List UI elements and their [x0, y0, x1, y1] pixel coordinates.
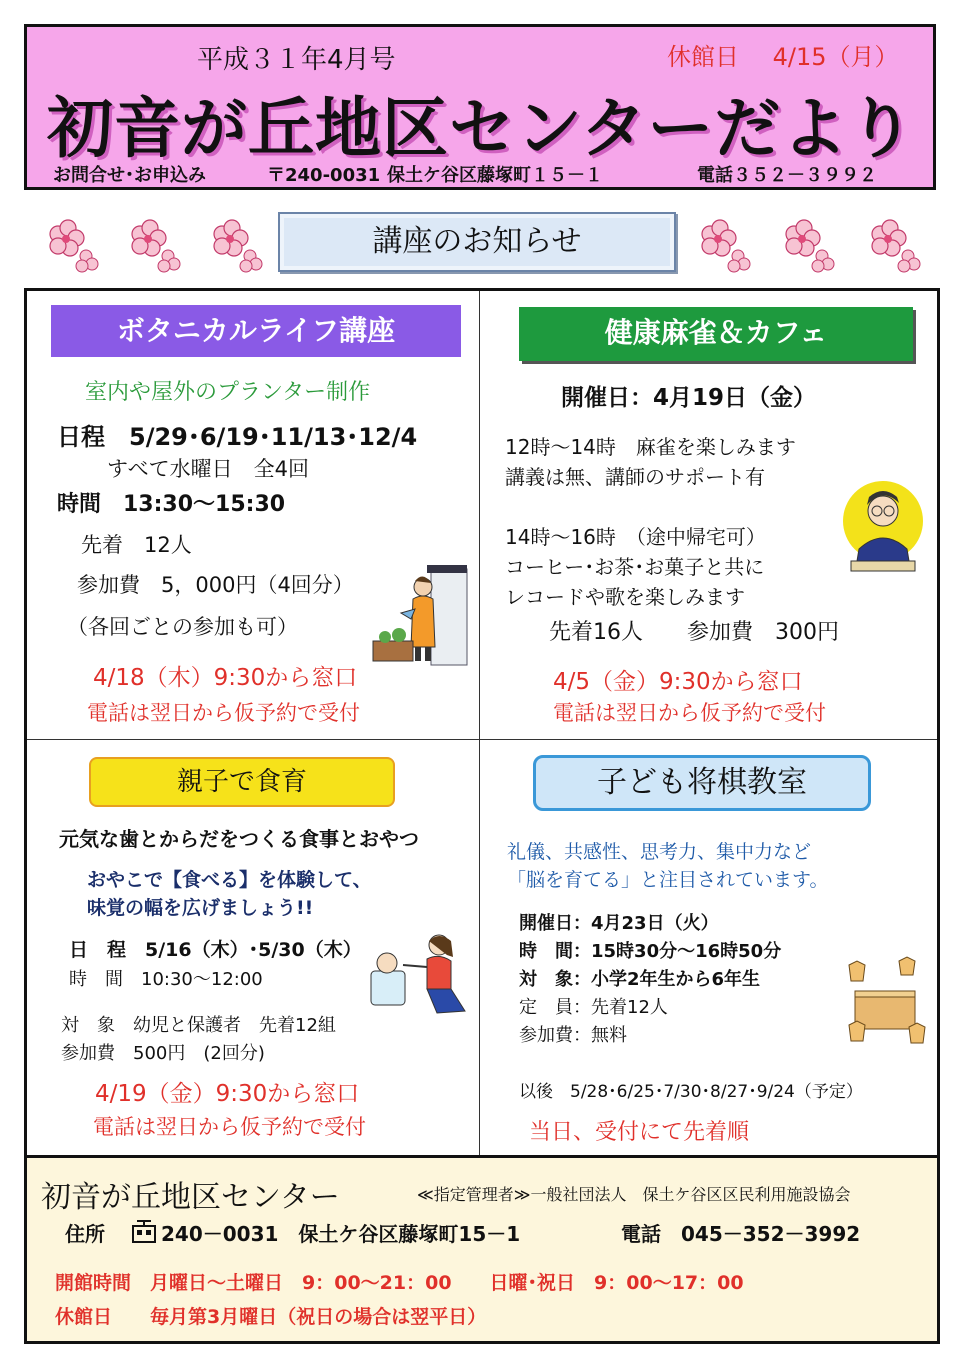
cherry-blossom-icon	[860, 212, 924, 276]
mahjong-apply: 4/5（金）9:30から窓口	[553, 669, 803, 695]
mahjong-heading: 健康麻雀＆カフェ	[519, 307, 913, 361]
food-desc2: 味覚の幅を広げましょう!!	[87, 897, 314, 919]
gardening-illustration	[371, 561, 469, 667]
grid-divider-vertical	[479, 291, 480, 1155]
botanical-fee-note: （各回ごとの参加も可）	[67, 615, 298, 639]
mahjong-session2-line2: レコードや歌を楽しみます	[505, 585, 745, 609]
food-apply: 4/19（金）9:30から窓口	[95, 1081, 360, 1107]
botanical-capacity: 先着 12人	[81, 533, 192, 557]
botanical-schedule-note: すべて水曜日 全4回	[107, 457, 309, 481]
center-manager: ≪指定管理者≫一般社団法人 保土ケ谷区区民利用施設協会	[417, 1185, 851, 1204]
food-target: 対 象 幼児と保護者 先着12組	[61, 1015, 336, 1036]
opening-hours: 開館時間 月曜日～土曜日 9：00～21：00 日曜･祝日 9：00～17：00	[55, 1272, 744, 1294]
mahjong-player-illustration	[837, 481, 929, 577]
footer-phone: 電話 045－352－3992	[621, 1222, 861, 1246]
mahjong-session2: 14時～16時 （途中帰宅可）	[505, 525, 766, 549]
contact-label: お問合せ･お申込み	[53, 165, 206, 186]
courses-grid	[24, 288, 940, 1158]
issue-label: 平成３１年4月号	[197, 45, 396, 75]
center-name: 初音が丘地区センター	[41, 1180, 340, 1215]
shogi-desc1: 礼儀、共感性、思考力、集中力など	[507, 841, 812, 863]
food-time: 時 間 10:30～12:00	[69, 969, 263, 990]
footer-address: 240－0031 保土ケ谷区藤塚町15－1	[161, 1222, 521, 1246]
botanical-subtitle: 室内や屋外のプランター制作	[85, 380, 371, 405]
food-desc1: おやこで【食べる】を体験して、	[87, 869, 372, 891]
shogi-heading: 子ども将棋教室	[533, 755, 871, 811]
parent-child-eating-illustration	[367, 931, 473, 1021]
botanical-phone-note: 電話は翌日から仮予約で受付	[87, 701, 360, 725]
food-heading: 親子で食育	[89, 757, 395, 807]
cherry-blossom-icon	[774, 212, 838, 276]
closed-label: 休館日	[667, 43, 739, 71]
shogi-capacity: 定 員：先着12人	[519, 997, 668, 1018]
page-title: 初音が丘地区センターだより	[47, 90, 916, 167]
botanical-schedule: 日程 5/29･6/19･11/13･12/4	[57, 423, 418, 451]
shogi-target: 対 象：小学2年生から6年生	[519, 969, 761, 990]
shogi-board-icon	[839, 955, 931, 1051]
shogi-time: 時 間：15時30分～16時50分	[519, 941, 782, 962]
mahjong-session1-note: 講義は無、講師のサポート有	[505, 465, 765, 489]
mahjong-phone-note: 電話は翌日から仮予約で受付	[553, 701, 826, 725]
mahjong-date: 開催日：4月19日（金）	[561, 385, 817, 411]
address: 保土ケ谷区藤塚町１５－１	[387, 165, 603, 186]
grid-divider-horizontal	[27, 739, 937, 740]
shogi-fee: 参加費：無料	[519, 1025, 627, 1046]
botanical-apply: 4/18（木）9:30から窓口	[93, 665, 358, 691]
food-subtitle: 元気な歯とからだをつくる食事とおやつ	[59, 827, 419, 851]
mahjong-capacity-fee: 先着16人 参加費 300円	[549, 620, 839, 645]
food-schedule: 日 程 5/16（木）･5/30（木）	[69, 939, 362, 961]
newsletter-header	[24, 24, 936, 190]
botanical-fee: 参加費 5，000円（4回分）	[77, 573, 354, 597]
mahjong-session1: 12時～14時 麻雀を楽しみます	[505, 435, 796, 459]
shogi-date: 開催日：4月23日（火）	[519, 913, 719, 934]
section-banner: 講座のお知らせ	[278, 212, 676, 272]
shogi-apply: 当日、受付にて先着順	[529, 1120, 750, 1145]
closed-days: 休館日 毎月第3月曜日（祝日の場合は翌平日）	[55, 1306, 487, 1328]
shogi-later-dates: 以後 5/28･6/25･7/30･8/27･9/24（予定）	[519, 1082, 863, 1102]
food-fee: 参加費 500円 (2回分)	[61, 1043, 265, 1064]
shogi-desc2: 「脳を育てる」と注目されています。	[507, 869, 829, 891]
postal-code: 〒240-0031	[267, 165, 381, 186]
botanical-heading: ボタニカルライフ講座	[51, 305, 461, 357]
post-office-icon	[131, 1218, 157, 1244]
cherry-blossom-icon	[202, 212, 266, 276]
botanical-time: 時間 13:30～15:30	[57, 492, 286, 517]
cherry-blossom-icon	[690, 212, 754, 276]
cherry-blossom-icon	[120, 212, 184, 276]
phone: 電話３５２－３９９２	[697, 165, 877, 186]
mahjong-session2-line1: コーヒー･お茶･お菓子と共に	[505, 555, 765, 579]
closed-day	[667, 37, 899, 72]
food-phone-note: 電話は翌日から仮予約で受付	[93, 1115, 366, 1139]
footer-address-label: 住所	[65, 1222, 105, 1246]
cherry-blossom-icon	[38, 212, 102, 276]
closed-date: 4/15（月）	[772, 43, 899, 71]
center-info-footer	[24, 1158, 940, 1344]
